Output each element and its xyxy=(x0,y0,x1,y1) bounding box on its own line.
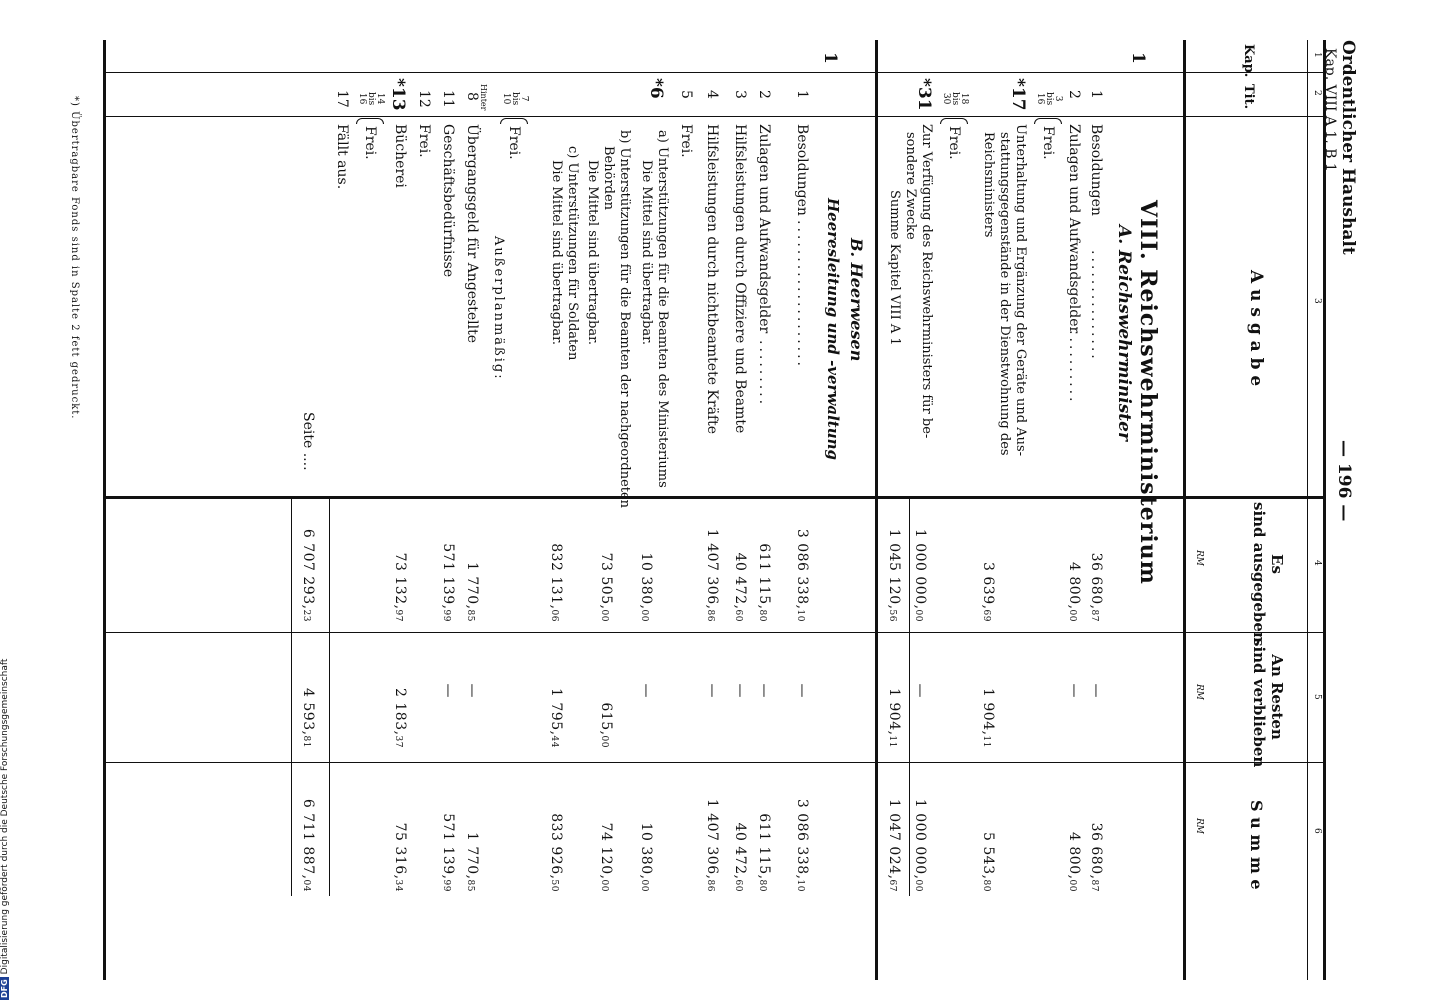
col-div-4 xyxy=(106,632,1326,633)
b-row13-c6: 75 316,34 xyxy=(392,822,408,892)
dfg-logo: DFG xyxy=(0,979,9,998)
a-frei1-text: Frei. xyxy=(1040,126,1056,160)
b-row4-c4: 1 407 306,86 xyxy=(704,528,720,622)
colnum-2: 2 xyxy=(1312,90,1322,96)
colnum-3: 3 xyxy=(1312,298,1322,304)
seite-c5: 4 593,81 xyxy=(300,688,316,748)
page-subtitle: Kap. VIII A 1, B 1 xyxy=(1322,48,1338,172)
page-title: Ordentlicher Haushalt xyxy=(1338,40,1358,255)
b-row11-tit: 11 xyxy=(440,90,456,108)
section-a-subheading: A. Reichswehrminister xyxy=(1114,225,1134,441)
a-row1-c5: — xyxy=(1088,683,1104,698)
b-row4-c5: — xyxy=(704,683,720,698)
b-row8-text: Übergangsgeld für Angestellte xyxy=(464,124,480,344)
b-row11-c6: 571 139,99 xyxy=(440,813,456,892)
col-div-5 xyxy=(106,762,1326,763)
b-row1-leader: .................... xyxy=(794,220,810,370)
header-col4 xyxy=(1250,502,1286,643)
b-row2-tit: 2 xyxy=(756,90,772,99)
b-row17-text: Fällt aus. xyxy=(334,124,350,190)
a-end-rule xyxy=(875,40,878,980)
a-row2-tit: 2 xyxy=(1066,90,1082,99)
b-row1-c4: 3 086 338,10 xyxy=(794,528,810,622)
b-row6a-c4: 10 380,00 xyxy=(638,552,654,622)
unit-col6: RM xyxy=(1194,818,1204,834)
b-row5-tit: 5 xyxy=(678,90,694,99)
section-b-subheading: Heeresleitung und -verwaltung xyxy=(824,198,842,461)
header-col5-line2: sind verblieben xyxy=(1250,638,1268,768)
header-tit: Tit. xyxy=(1241,84,1256,110)
page-number: — 196 — xyxy=(1334,440,1354,522)
a-frei2-tit: 18 bis 30 xyxy=(941,92,969,106)
b-row2-c6: 611 115,80 xyxy=(756,813,772,892)
a-sum-c6: 1 047 024,67 xyxy=(886,798,902,892)
seite-c6: 6 711 887,04 xyxy=(300,798,316,892)
b-frei3-bracket xyxy=(500,118,528,124)
header-col5 xyxy=(1250,638,1286,768)
a-row31-line1: Zur Verfügung des Reichswehrministers für be- xyxy=(919,124,934,439)
b-row8-c5: — xyxy=(464,683,480,698)
b-row12-text: Frei. xyxy=(416,124,432,158)
b-row6-tit: *6 xyxy=(646,78,666,99)
b-row11-text: Geschäftsbedürfnisse xyxy=(440,124,456,278)
col-div-2 xyxy=(106,116,1326,117)
footnote: *) Übertragbare Fonds sind in Spalte 2 fett gedruckt. xyxy=(69,96,80,420)
a-row17-c6: 5 543,80 xyxy=(980,832,996,892)
a-row2-c5: — xyxy=(1066,683,1082,698)
a-row1-tit: 1 xyxy=(1088,90,1104,99)
a-row17-c5: 1 904,11 xyxy=(980,688,996,748)
b-row17-tit: 17 xyxy=(334,90,350,108)
section-a-kap: 1 xyxy=(1128,52,1148,64)
colnum-1: 1 xyxy=(1312,52,1322,58)
a-row31-line2: sondere Zwecke xyxy=(903,132,918,240)
a-row1-c4: 36 680,87 xyxy=(1088,552,1104,622)
a-frei1-bracket xyxy=(1034,118,1062,124)
b-row2-leader: ......... xyxy=(756,340,772,408)
a-row31-c6: 1 000 000,00 xyxy=(912,798,928,892)
a-row1-leader: ............... xyxy=(1088,250,1104,362)
a-sum-text: Summe Kapitel VIII A 1 xyxy=(887,190,902,346)
a-row1-text: Besoldungen xyxy=(1088,124,1104,216)
b-row8-hinter: Hinter xyxy=(479,84,488,111)
b-row2-text: Zulagen und Aufwandsgelder xyxy=(756,124,772,334)
seite-c4: 6 707 293,23 xyxy=(300,528,316,622)
b-row8-c6: 1 770,85 xyxy=(464,832,480,892)
b-row1-c6: 3 086 338,10 xyxy=(794,798,810,892)
a-row1-c6: 36 680,87 xyxy=(1088,822,1104,892)
page-title-block xyxy=(1322,40,1358,255)
a-frei2-text: Frei. xyxy=(946,126,962,160)
a-row31-c4: 1 000 000,00 xyxy=(912,528,928,622)
b-row6b-line2: Behörden xyxy=(601,146,616,211)
header-rule xyxy=(1183,40,1186,980)
a-sum-rule xyxy=(909,496,910,896)
b-row2-c5: — xyxy=(756,683,772,698)
colnum-4: 4 xyxy=(1312,560,1322,566)
b-row6b-c5: 615,00 xyxy=(598,702,614,748)
colnum-5: 5 xyxy=(1312,694,1322,700)
b-row13-tit: *13 xyxy=(388,78,408,111)
b-row6a-line2: Die Mittel sind übertragbar. xyxy=(639,160,654,346)
b-row6b-line3: Die Mittel sind übertragbar. xyxy=(585,160,600,346)
b-row13-text: Bücherei xyxy=(392,124,408,188)
b-row6c-line1: c) Unterstützungen für Soldaten xyxy=(565,146,580,361)
b-row12-tit: 12 xyxy=(416,90,432,108)
a-row2-text: Zulagen und Aufwandsgelder xyxy=(1066,124,1082,334)
digitization-credit: Digitalisierung gefördert durch die Deutsche Forschungsgemeinschaft xyxy=(0,658,10,975)
colnum-rule xyxy=(1307,40,1308,980)
a-row2-c6: 4 800,00 xyxy=(1066,832,1082,892)
b-row6b-line1: b) Unterstützungen für die Beamten der nachgeordneten xyxy=(617,130,632,509)
b-row1-text: Besoldungen xyxy=(794,124,810,216)
b-row6c-c6: 833 926,50 xyxy=(548,813,564,892)
b-row5-text: Frei. xyxy=(678,124,694,158)
b-row3-tit: 3 xyxy=(732,90,748,99)
unit-col4: RM xyxy=(1194,550,1204,566)
b-frei3-tit: 7 bis 10 xyxy=(501,92,529,106)
section-a-heading: VIII. Reichswehrministerium xyxy=(1135,200,1161,585)
unit-col5: RM xyxy=(1194,684,1204,700)
b-row11-c4: 571 139,99 xyxy=(440,543,456,622)
b-row11-c5: — xyxy=(440,683,456,698)
b-frei4-bracket xyxy=(356,118,384,124)
b-row3-c6: 40 472,60 xyxy=(732,822,748,892)
b-row13-c4: 73 132,97 xyxy=(392,552,408,622)
b-frei4-tit: 14 bis 16 xyxy=(357,92,385,106)
a-row31-tit: *31 xyxy=(914,78,934,111)
b-row6b-c6: 74 120,00 xyxy=(598,822,614,892)
table-bottom-rule xyxy=(103,40,106,980)
b-frei4-text: Frei. xyxy=(362,126,378,160)
b-row4-text: Hilfsleistungen durch nichtbeamtete Kräfte xyxy=(704,124,720,435)
a-sum-c5: 1 904,11 xyxy=(886,688,902,748)
b-row6a-line1: a) Unterstützungen für die Beamten des Ministeriums xyxy=(655,130,670,488)
header-col5-line1: An Resten xyxy=(1268,654,1286,740)
a-row2-leader: .......... xyxy=(1066,330,1082,405)
table-top-rule xyxy=(1323,40,1326,980)
b-row6c-c5: 1 795,44 xyxy=(548,688,564,748)
b-row4-tit: 4 xyxy=(704,90,720,99)
section-b-kap: 1 xyxy=(820,52,840,64)
a-frei2-bracket xyxy=(940,118,968,124)
b-row6b-c4: 73 505,00 xyxy=(598,552,614,622)
b-row6a-c6: 10 380,00 xyxy=(638,822,654,892)
b-row6a-c5: — xyxy=(638,683,654,698)
a-row17-line2: stattungsgegenstände in der Dienstwohnung des xyxy=(997,132,1012,456)
a-row17-tit: *17 xyxy=(1008,78,1028,111)
header-col6: S u m m e xyxy=(1247,800,1266,890)
a-row17-line3: Reichsministers xyxy=(981,132,996,238)
col-div-1 xyxy=(106,72,1326,73)
a-sum-c4: 1 045 120,56 xyxy=(886,528,902,622)
b-row4-c6: 1 407 306,86 xyxy=(704,798,720,892)
budget-page xyxy=(6,40,1366,980)
header-ausgabe: A u s g a b e xyxy=(1246,270,1266,387)
a-row17-c4: 3 639,69 xyxy=(980,562,996,622)
b-row3-text: Hilfsleistungen durch Offiziere und Beamte xyxy=(732,124,748,434)
header-kap: Kap. xyxy=(1241,44,1256,78)
b-ausserplan: Außerplanmäßig: xyxy=(491,236,506,381)
b-row13-c5: 2 183,37 xyxy=(392,688,408,748)
b-row8-tit: 8 xyxy=(464,92,480,101)
b-row1-tit: 1 xyxy=(794,90,810,99)
b-row3-c5: — xyxy=(732,683,748,698)
colnum-6: 6 xyxy=(1312,828,1322,834)
header-col4-line1: Es xyxy=(1268,554,1286,574)
b-row3-c4: 40 472,60 xyxy=(732,552,748,622)
b-row1-c5: — xyxy=(794,683,810,698)
a-row2-c4: 4 800,00 xyxy=(1066,562,1082,622)
a-row31-c5: — xyxy=(912,683,928,698)
b-row6c-c4: 832 131,06 xyxy=(548,543,564,622)
header-col4-line2: sind ausgegeben xyxy=(1250,502,1268,643)
seite-rule xyxy=(329,496,330,896)
b-frei3-text: Frei. xyxy=(506,126,522,160)
a-row17-line1: Unterhaltung und Ergänzung der Geräte und Aus- xyxy=(1013,124,1028,457)
b-row6c-line2: Die Mittel sind übertragbar. xyxy=(549,160,564,346)
a-frei1-tit: 3 bis 16 xyxy=(1035,92,1063,106)
b-row8-c4: 1 770,85 xyxy=(464,562,480,622)
section-b-heading: B. Heerwesen xyxy=(847,238,866,362)
b-row2-c4: 611 115,80 xyxy=(756,543,772,622)
seite-label: Seite .... xyxy=(300,412,316,471)
seite-bottom-rule xyxy=(291,496,292,896)
